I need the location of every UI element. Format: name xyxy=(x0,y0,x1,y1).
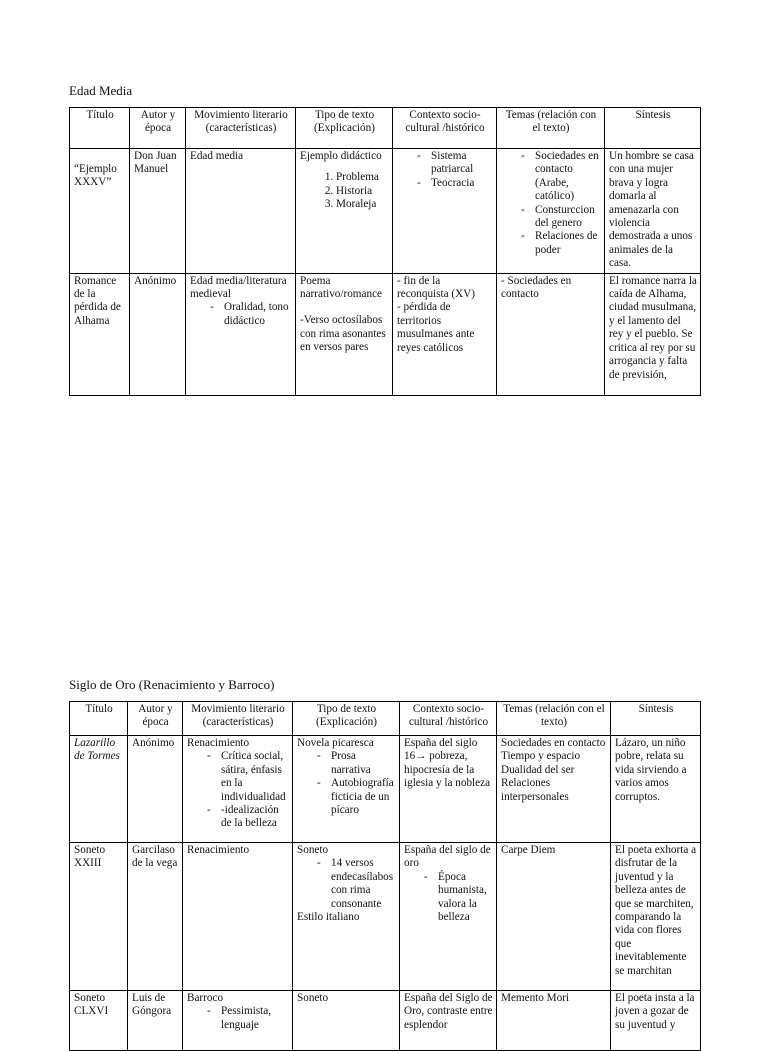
header-autor: Autor y época xyxy=(130,108,186,149)
dash-list xyxy=(297,857,396,911)
list-item: - 14 versos endecasílabos con rima consonante xyxy=(317,857,396,911)
cell-temas xyxy=(497,149,605,274)
header-contexto: Contexto socio-cultural /histórico xyxy=(393,108,497,149)
cell-contexto xyxy=(393,273,497,395)
dash-list xyxy=(190,301,292,328)
cell-contexto xyxy=(400,843,497,991)
list-item: - Consturccion del genero xyxy=(521,204,601,231)
table-siglo-de-oro xyxy=(69,701,701,1051)
header-temas: Temas (relación con el texto) xyxy=(497,108,605,149)
cell-line: Memento Mori xyxy=(501,992,570,1004)
cell-temas xyxy=(497,273,605,395)
section-title-edad-media: Edad Media xyxy=(69,83,133,98)
cell-sintesis: Un hombre se casa con una mujer brava y logra domarla al amenazarla con violencia demostrada a unos animales de la casa. xyxy=(605,149,701,274)
cell-tipo: Soneto xyxy=(293,991,400,1051)
cell-tipo-text: Ejemplo didáctico xyxy=(300,150,382,162)
cell-autor: Anónimo xyxy=(128,736,183,843)
cell-tipo-text: Soneto xyxy=(297,844,329,856)
list-item: - Teocracia xyxy=(417,177,493,190)
cell-autor: Garcilaso de la vega xyxy=(128,843,183,991)
numbered-list xyxy=(300,171,389,211)
cell-movimiento xyxy=(183,991,293,1051)
list-item: - Prosa narrativa xyxy=(317,750,396,777)
list-item: 2. Historia xyxy=(336,185,389,198)
cell-sintesis: Lázaro, un niño pobre, relata su vida sirviendo a varios amos corruptos. xyxy=(611,736,701,843)
cell-line: España del Siglo de Oro, contraste entre esplendor xyxy=(404,992,493,1031)
list-item: - Sistema patriarcal xyxy=(417,150,493,177)
table-header-row xyxy=(70,702,701,736)
cell-temas xyxy=(497,991,611,1051)
table-header-row xyxy=(70,108,701,149)
cell-movimiento-text: Renacimiento xyxy=(187,737,250,749)
table-row xyxy=(70,843,701,991)
cell-titulo xyxy=(70,149,130,274)
cell-tipo-text: Novela picaresca xyxy=(297,737,374,749)
cell-line: Dualidad del ser xyxy=(501,763,575,776)
dash-list xyxy=(404,871,493,925)
dash-list xyxy=(187,1005,289,1032)
cell-line: - pérdida de territorios musulmanes ante reyes católicos xyxy=(397,301,475,354)
header-contexto: Contexto socio-cultural /histórico xyxy=(400,702,497,736)
list-item: - -idealización de la belleza xyxy=(207,804,289,831)
cell-contexto xyxy=(400,736,497,843)
cell-line: Tiempo y espacio xyxy=(501,750,581,763)
list-item: 3. Moraleja xyxy=(336,198,389,211)
header-movimiento: Movimiento literario (características) xyxy=(186,108,296,149)
cell-tipo-after: Estilo italiano xyxy=(297,911,360,924)
cell-line: - fin de la reconquista (XV) xyxy=(397,274,475,301)
cell-autor: Don Juan Manuel xyxy=(130,149,186,274)
cell-tipo xyxy=(296,273,393,395)
section-title-siglo-de-oro: Siglo de Oro (Renacimiento y Barroco) xyxy=(69,677,275,692)
cell-titulo: Soneto CLXVI xyxy=(70,991,128,1051)
cell-titulo: Romance de la pérdida de Alhama xyxy=(70,273,130,395)
table-row xyxy=(70,149,701,274)
header-tipo: Tipo de texto (Explicación) xyxy=(293,702,400,736)
list-item: - Autobiografía ficticia de un pícaro xyxy=(317,777,396,817)
cell-sintesis: El poeta exhorta a disfrutar de la juventud y la belleza antes de que se marchiten, comparando la vida con flores que inevitablemente se marchitan xyxy=(611,843,701,991)
dash-list xyxy=(187,750,289,830)
cell-tipo-text: Poema narrativo/romance xyxy=(300,274,382,301)
cell-movimiento-text: Barroco xyxy=(187,992,224,1004)
dash-list xyxy=(397,150,493,190)
cell-line: Relaciones interpersonales xyxy=(501,777,569,803)
cell-tipo-extra: -Verso octosílabos con rima asonantes en versos pares xyxy=(300,314,386,354)
list-item: - Sociedades en contacto (Arabe, católico) xyxy=(521,150,601,204)
table-row xyxy=(70,273,701,395)
cell-line: Carpe Diem xyxy=(501,844,556,856)
list-item: - Relaciones de poder xyxy=(521,230,601,257)
cell-line: - Sociedades en contacto xyxy=(501,274,572,301)
cell-movimiento xyxy=(186,273,296,395)
dash-list xyxy=(501,150,601,257)
table-row xyxy=(70,736,701,843)
cell-sintesis: El poeta insta a la joven a gozar de su juventud y xyxy=(611,991,701,1051)
cell-contexto-text: España del siglo de oro xyxy=(404,844,491,870)
cell-contexto xyxy=(393,149,497,274)
header-sintesis: Síntesis xyxy=(611,702,701,736)
cell-sintesis: El romance narra la caída de Alhama, ciudad musulmana, y el lamento del rey y el pueblo. Se critica al rey por su arrogancia y falta de previsión, xyxy=(605,273,701,395)
dash-list xyxy=(297,750,396,817)
header-movimiento: Movimiento literario (características) xyxy=(183,702,293,736)
list-item: - Oralidad, tono didáctico xyxy=(210,301,292,328)
header-sintesis: Síntesis xyxy=(605,108,701,149)
cell-movimiento-text: Edad media/literatura medieval xyxy=(190,274,287,301)
header-titulo: Título xyxy=(70,108,130,149)
list-item: 1. Problema xyxy=(336,171,389,184)
cell-tipo xyxy=(293,736,400,843)
header-temas: Temas (relación con el texto) xyxy=(497,702,611,736)
list-item: - Crítica social, sátira, énfasis en la individualidad xyxy=(207,750,289,804)
list-item: - Época humanista, valora la belleza xyxy=(424,871,493,925)
header-tipo: Tipo de texto (Explicación) xyxy=(296,108,393,149)
cell-autor: Anónimo xyxy=(130,273,186,395)
cell-movimiento: Renacimiento xyxy=(183,843,293,991)
cell-movimiento xyxy=(183,736,293,843)
list-item: - Pessimista, lenguaje xyxy=(207,1005,289,1032)
cell-titulo: Soneto XXIII xyxy=(70,843,128,991)
table-row xyxy=(70,991,701,1051)
cell-temas xyxy=(497,843,611,991)
header-titulo: Título xyxy=(70,702,128,736)
cell-movimiento: Edad media xyxy=(186,149,296,274)
cell-tipo xyxy=(293,843,400,991)
header-autor: Autor y época xyxy=(128,702,183,736)
cell-line: España del siglo 16→ pobreza, hipocresía de la iglesia y la nobleza xyxy=(404,737,491,790)
cell-line: Sociedades en contacto xyxy=(501,737,606,749)
cell-contexto xyxy=(400,991,497,1051)
cell-tipo xyxy=(296,149,393,274)
cell-titulo: Lazarillo de Tormes xyxy=(70,736,128,843)
table-edad-media xyxy=(69,107,701,396)
cell-autor: Luis de Góngora xyxy=(128,991,183,1051)
cell-temas xyxy=(497,736,611,843)
cell-titulo-text: “Ejemplo XXXV” xyxy=(74,163,117,189)
